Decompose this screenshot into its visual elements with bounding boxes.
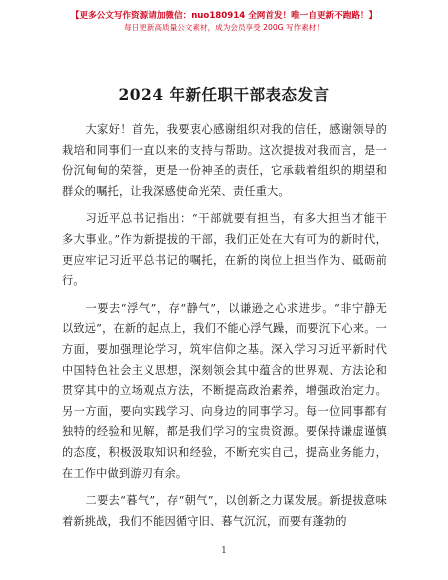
document-body — [62, 120, 387, 539]
page-number: 1 — [221, 546, 227, 556]
paragraph-point-two: 二要去“暮气”，存“朝气”，以创新之力谋发展。新提拔意味着新挑战，我们不能因循守旧、暮气沉沉，而要有蓬勃的 — [62, 494, 387, 528]
promo-banner — [0, 10, 448, 34]
document-title: 2024 年新任职干部表态发言 — [118, 85, 330, 104]
paragraph-greeting: 大家好！首先，我要衷心感谢组织对我的信任，感谢领导的栽培和同事们一直以来的支持与帮助。这次提拔对我而言，是一份沉甸甸的荣誉，更是一份神圣的责任，它承载着组织的期望和群众的嘱托，让我深感使命光荣、责任重大。 — [62, 123, 387, 198]
paragraph-point-one: 一要去“浮气”，存“静气”，以谦逊之心求进步。“非宁静无以致远”，在新的起点上，我们不能心浮气躁，而要沉下心来。一方面，要加强理论学习，筑牢信仰之基。深入学习习近平新时代中国特色社会主义思想，深刻领会其中蕴含的世界观、方法论和贯穿其中的立场观点方法，不断提高政治素养，增强政治定力。另一方面，要向实践学习、向身边的同事学习。每一位同事都有独特的经验和见解，都是我们学习的宝贵资源。要保持谦虚谨慎的态度，积极汲取知识和经验，不断充实自己，提高业务能力，在工作中做到游刃有余。 — [62, 301, 387, 480]
paragraph-quote: 习近平总书记指出：“干部就要有担当，有多大担当才能干多大事业。”作为新提拔的干部，我们正处在大有可为的新时代，更应牢记习近平总书记的嘱托，在新的岗位上担当作为、砥砺前行。 — [62, 212, 387, 288]
promo-banner-line2: 每日更新高质量公文素材，成为会员享受 200G 写作素材！ — [124, 23, 324, 32]
promo-banner-line1: 【更多公文写作资源请加微信：nuo180914 全网首发！唯一自更新不跑路！】 — [70, 11, 378, 21]
